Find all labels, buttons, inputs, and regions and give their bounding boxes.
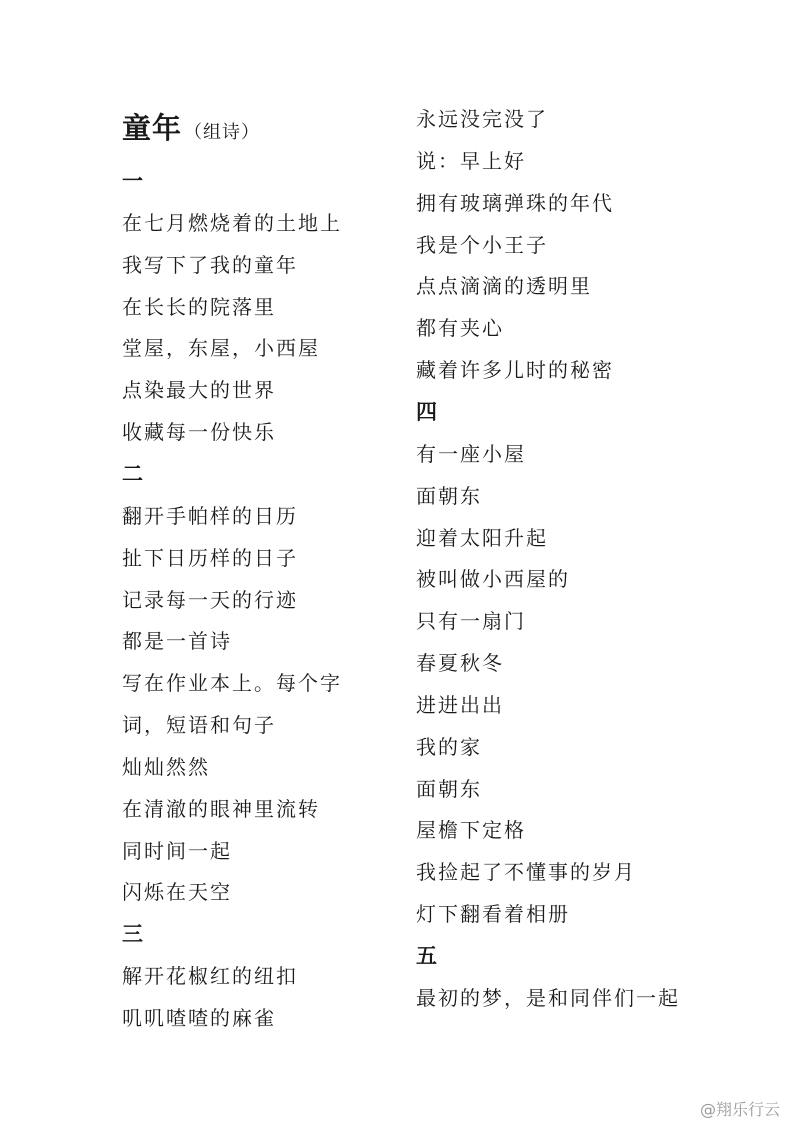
poem-line: 只有一扇门 <box>416 609 526 634</box>
poem-line: 面朝东 <box>416 483 482 508</box>
section-heading: 五 <box>416 943 437 968</box>
poem-title-main: 童年 <box>122 111 183 145</box>
poem-line: 点染最大的世界 <box>122 378 276 403</box>
poem-line: 屋檐下定格 <box>416 818 526 843</box>
poem-line: 记录每一天的行迹 <box>122 587 298 612</box>
poem-line: 都是一首诗 <box>122 629 232 654</box>
poem-title <box>122 110 260 151</box>
poem-line: 写在作业本上。每个字 <box>122 671 342 696</box>
poem-line: 迎着太阳升起 <box>416 525 548 550</box>
poem-line: 拥有玻璃弹珠的年代 <box>416 190 614 215</box>
poem-line: 翻开手帕样的日历 <box>122 503 298 528</box>
section-heading: 一 <box>122 168 143 193</box>
poem-line: 闪烁在天空 <box>122 880 232 905</box>
poem-line: 灿灿然然 <box>122 754 210 779</box>
poem-line: 同时间一起 <box>122 838 232 863</box>
poem-line: 藏着许多儿时的秘密 <box>416 358 614 383</box>
poem-line: 堂屋，东屋，小西屋 <box>122 336 320 361</box>
poem-line: 最初的梦，是和同伴们一起 <box>416 985 680 1010</box>
poem-line: 在长长的院落里 <box>122 294 276 319</box>
poem-line: 叽叽喳喳的麻雀 <box>122 1006 276 1030</box>
poem-line: 我是个小王子 <box>416 232 548 257</box>
poem-title-subtitle: （组诗） <box>184 122 261 143</box>
poem-line: 收藏每一份快乐 <box>122 420 276 445</box>
section-heading: 四 <box>416 398 437 424</box>
poem-line: 我的家 <box>416 734 482 759</box>
section-heading: 二 <box>122 460 143 486</box>
poem-line: 灯下翻看着相册 <box>416 902 570 927</box>
section-heading: 三 <box>122 921 143 947</box>
poem-line: 点点滴滴的透明里 <box>416 274 592 299</box>
poem-line: 春夏秋冬 <box>416 651 504 676</box>
poem-line: 我捡起了不懂事的岁月 <box>416 860 636 885</box>
poem-line: 都有夹心 <box>416 316 504 341</box>
poem-line: 有一座小屋 <box>416 441 526 466</box>
poem-line: 说：早上好 <box>416 148 526 173</box>
poem-line: 在清澈的眼神里流转 <box>122 796 320 821</box>
poem-line: 词，短语和句子 <box>122 713 276 738</box>
poem-line: 面朝东 <box>416 776 482 801</box>
poem-line: 扯下日历样的日子 <box>122 545 298 570</box>
poem-line: 永远没完没了 <box>416 107 548 131</box>
poem-line: 我写下了我的童年 <box>122 252 298 277</box>
poem-line: 被叫做小西屋的 <box>416 567 570 592</box>
poem-line: 在七月燃烧着的土地上 <box>122 210 342 235</box>
poem-line: 解开花椒红的纽扣 <box>122 964 298 989</box>
poem-line: 进进出出 <box>416 692 504 717</box>
watermark: @翔乐行云 <box>699 1100 780 1119</box>
